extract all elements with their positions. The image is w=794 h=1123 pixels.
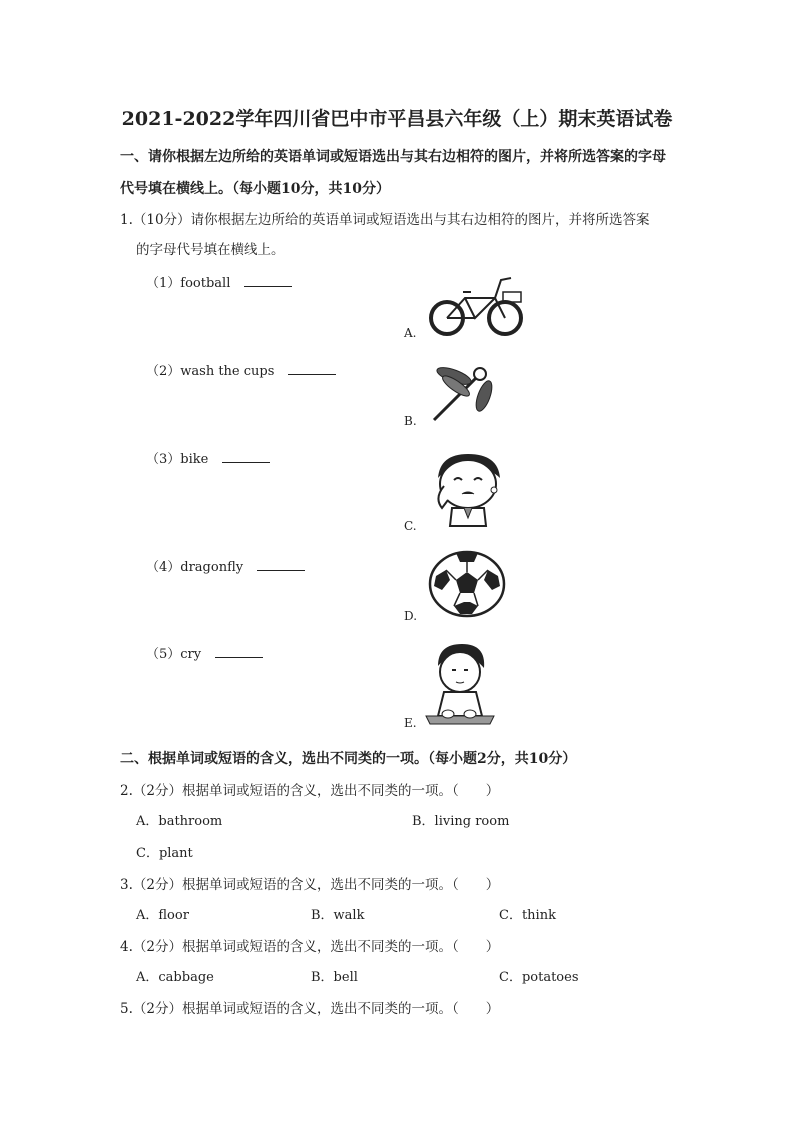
option-3b[interactable]: B．walk — [311, 908, 365, 923]
dragonfly-icon — [428, 362, 498, 424]
match-item-text: （4）dragonfly — [146, 560, 244, 575]
option-2c[interactable]: C．plant — [136, 846, 193, 861]
picture-label-a: A. — [404, 326, 417, 340]
picture-label-d: D. — [404, 609, 418, 623]
answer-blank[interactable] — [244, 274, 292, 287]
crying-boy-icon — [428, 448, 508, 528]
match-item-3 — [146, 448, 270, 467]
option-4c[interactable]: C．potatoes — [499, 970, 579, 985]
q1-stem-line2: 的字母代号填在横线上。 — [136, 242, 285, 258]
match-item-2 — [146, 360, 336, 379]
question-4-stem: 4.（2分）根据单词或短语的含义，选出不同类的一项。（ ） — [120, 939, 500, 955]
section1-heading-line1: 一、请你根据左边所给的英语单词或短语选出与其右边相符的图片，并将所选答案的字母 — [120, 149, 666, 165]
option-3a[interactable]: A．floor — [136, 908, 189, 923]
match-item-text: （2）wash the cups — [146, 364, 275, 379]
picture-label-c: C. — [404, 519, 417, 533]
option-4a[interactable]: A．cabbage — [136, 970, 214, 985]
answer-blank[interactable] — [215, 645, 263, 658]
answer-blank[interactable] — [257, 558, 305, 571]
answer-blank[interactable] — [288, 362, 336, 375]
match-item-text: （3）bike — [146, 452, 209, 467]
answer-blank[interactable] — [222, 450, 270, 463]
match-item-5 — [146, 643, 263, 662]
picture-label-b: B. — [404, 414, 417, 428]
option-3c[interactable]: C．think — [499, 908, 556, 923]
match-item-text: （1）football — [146, 276, 231, 291]
option-4b[interactable]: B．bell — [311, 970, 358, 985]
q1-stem-line1: 1.（10分）请你根据左边所给的英语单词或短语选出与其右边相符的图片，并将所选答案 — [120, 212, 650, 228]
football-icon — [428, 550, 506, 618]
question-3-stem: 3.（2分）根据单词或短语的含义，选出不同类的一项。（ ） — [120, 877, 500, 893]
question-2-stem: 2.（2分）根据单词或短语的含义，选出不同类的一项。（ ） — [120, 783, 500, 799]
section1-heading-line2: 代号填在横线上。（每小题10分，共10分） — [120, 181, 390, 197]
boy-washing-cups-icon — [422, 640, 498, 726]
match-item-text: （5）cry — [146, 647, 202, 662]
question-5-stem: 5.（2分）根据单词或短语的含义，选出不同类的一项。（ ） — [120, 1001, 500, 1017]
option-2b[interactable]: B．living room — [412, 814, 510, 829]
section2-heading: 二、根据单词或短语的含义，选出不同类的一项。（每小题2分，共10分） — [120, 751, 577, 767]
match-item-4 — [146, 556, 305, 575]
bicycle-icon — [425, 270, 525, 338]
page-title: 2021-2022学年四川省巴中市平昌县六年级（上）期末英语试卷 — [121, 108, 673, 130]
picture-label-e: E. — [404, 716, 417, 730]
match-item-1 — [146, 272, 292, 291]
option-2a[interactable]: A．bathroom — [136, 814, 223, 829]
